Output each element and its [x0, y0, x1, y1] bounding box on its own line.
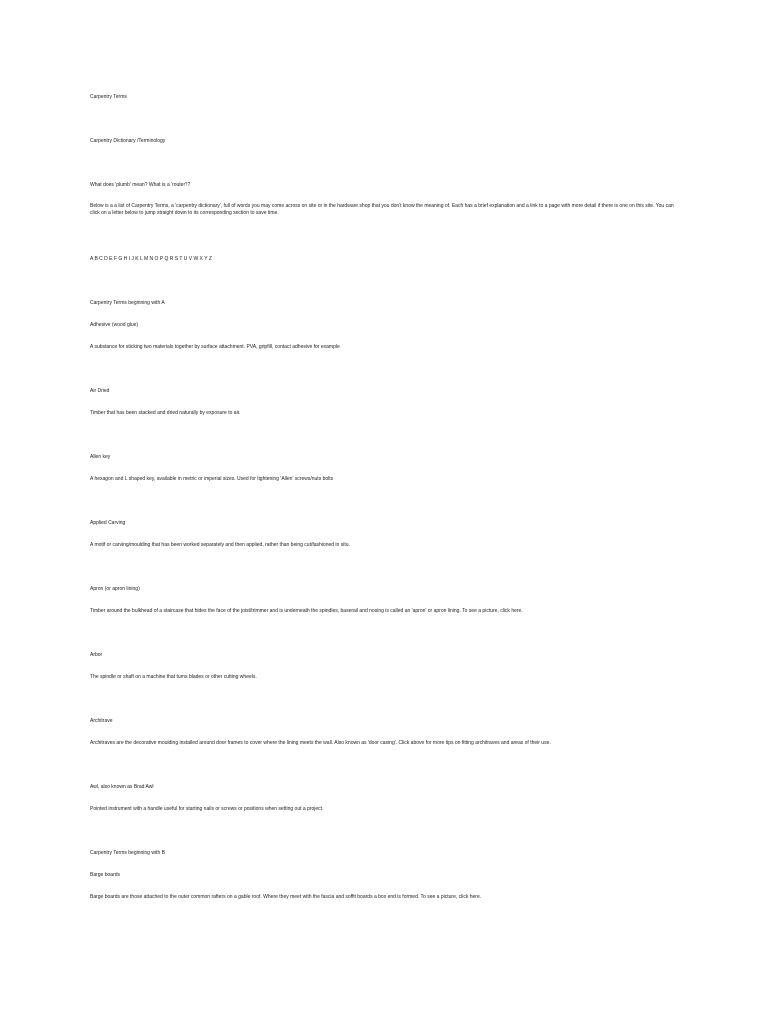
definition-allen-key: A hexagon and L shaped key, available in metric or imperial sizes. Used for tightening 'Allen' screws/nuts bolts [90, 476, 334, 482]
section-b-heading: Carpentry Terms beginning with B [90, 850, 165, 856]
term-allen-key: Allen key [90, 454, 111, 460]
intro-paragraph: Below is a a list of Carpentry Terms, a 'carpentry dictionary', full of words you may come across on site or in the hardware shop that you don't know the meaning of. Each has a brief explanation and a link to a page with more detail if there is one on this site. You can click on a letter below to jump straight down to its corresponding section to save time. [90, 203, 674, 216]
document-title: Carpentry Terms [90, 94, 127, 100]
definition-apron[interactable]: Timber around the bulkhead of a staircase that hides the face of the joist/trimmer and is underneath the spindles, baserail and nosing is called an 'apron' or apron lining. To see a picture, click here. [90, 608, 523, 614]
term-applied-carving: Applied Carving [90, 520, 126, 526]
definition-adhesive: A substance for sticking two materials together by surface attachment. PVA, gripfill, contact adhesive for example [90, 344, 340, 350]
definition-awl: Pointed instrument with a handle useful for starting nails or screws or positions when setting out a project. [90, 806, 324, 812]
document-subtitle: Carpentry Dictionary /Terminology [90, 138, 166, 144]
term-apron: Apron (or apron lining) [90, 586, 140, 592]
definition-barge-boards[interactable]: Barge boards are those attached to the outer common rafters on a gable roof. Where they meet with the fascia and soffit boards a box end is formed. To see a picture, click here. [90, 894, 482, 900]
definition-applied-carving: A motif or carving/moulding that has been worked separately and then applied, rather than being cut/fashioned in situ. [90, 542, 350, 548]
term-adhesive: Adhesive (wood glue) [90, 322, 139, 328]
definition-air-dried: Timber that has been stacked and dried naturally by exposure to air. [90, 410, 241, 416]
term-barge-boards: Barge boards [90, 872, 121, 878]
definition-architrave: Architraves are the decorative moulding installed around door frames to cover where the lining meets the wall. Also known as 'door casing'. Click above for more tips on fitting architraves and areas of their use. [90, 740, 551, 746]
term-awl: Awl, also known as Brad Awl [90, 784, 154, 790]
term-architrave[interactable]: Architrave [90, 718, 113, 724]
intro-question: What does 'plumb' mean? What is a 'router'!? [90, 182, 191, 188]
definition-arbor: The spindle or shaft on a machine that turns blades or other cutting wheels. [90, 674, 257, 680]
term-air-dried: Air Dried [90, 388, 110, 394]
term-arbor: Arbor [90, 652, 103, 658]
alphabet-index[interactable]: A B C D E F G H I J K L M N O P Q R S T U V W X Y Z [90, 256, 212, 262]
section-a-heading: Carpentry Terms beginning with A [90, 300, 165, 306]
